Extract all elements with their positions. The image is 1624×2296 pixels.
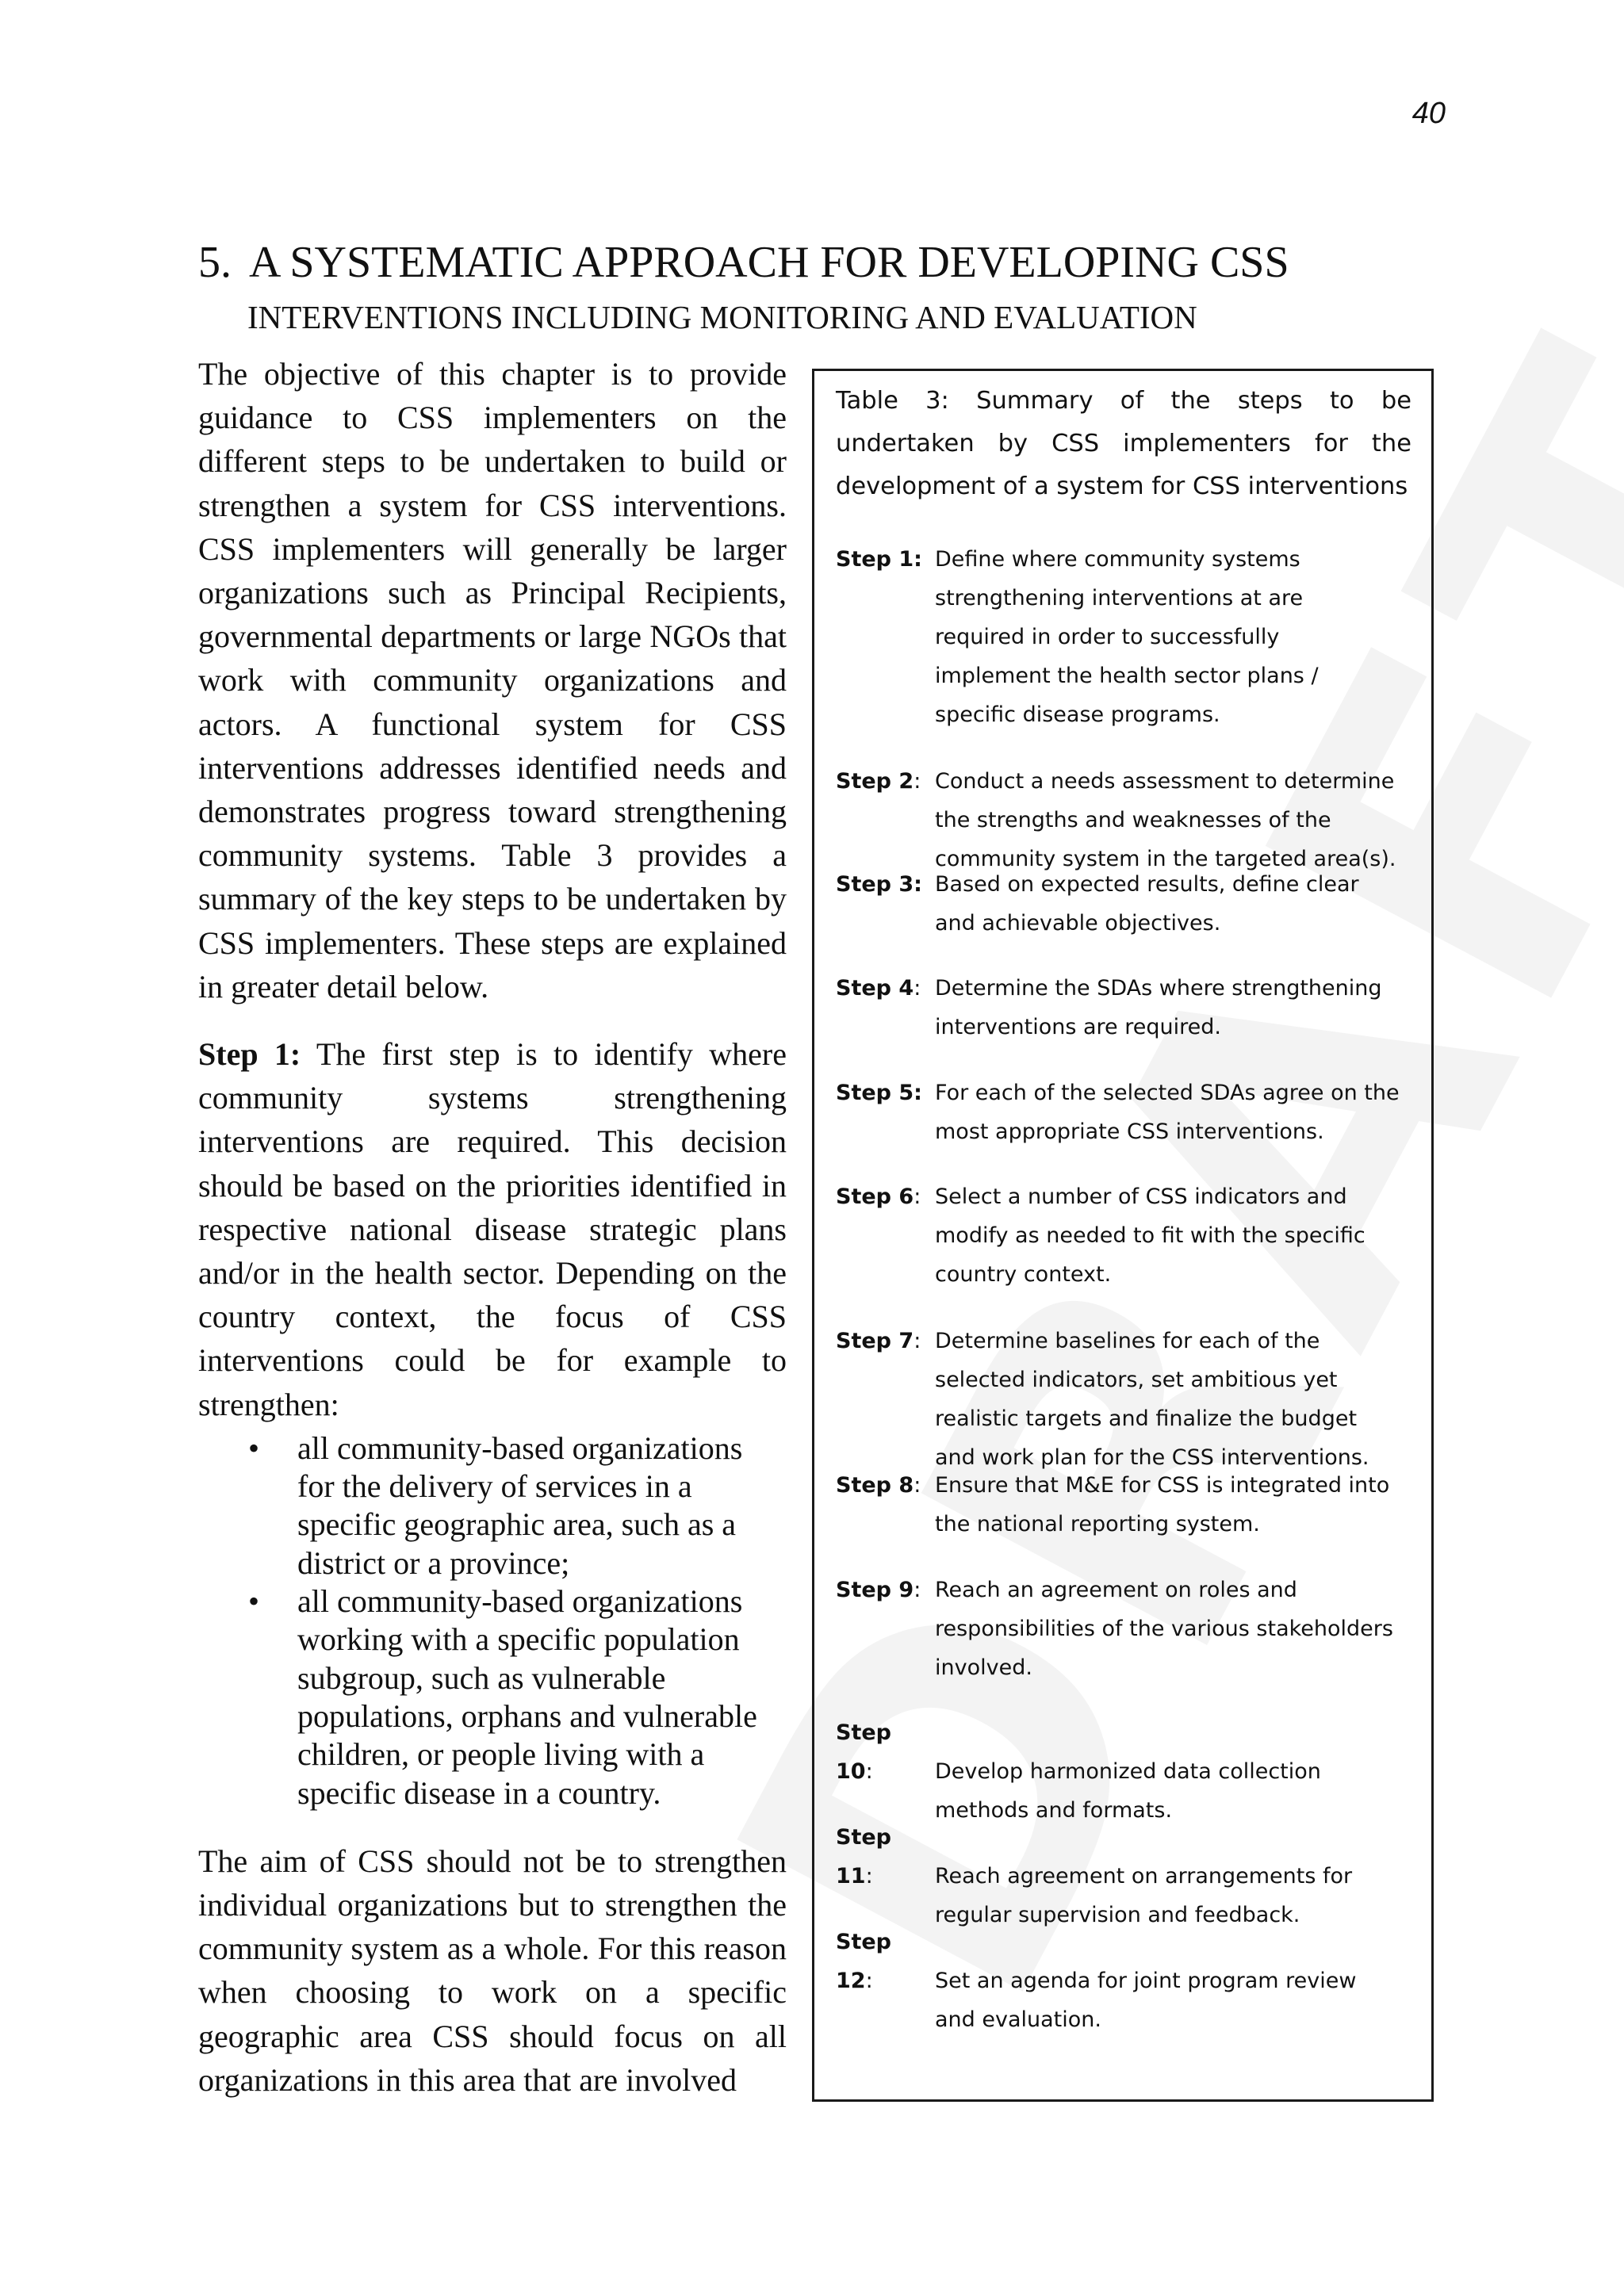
step-first-line (836, 970, 1431, 1008)
step-label: Step 12 (836, 1930, 891, 1993)
step-text: Determine the SDAs where strengthening (935, 976, 1382, 1001)
step-first-line (836, 1714, 1431, 1792)
step-text: Ensure that M&E for CSS is integrated into (935, 1473, 1390, 1498)
step-label: Step 9 (836, 1578, 914, 1602)
step-continuation-line: interventions are required. (935, 1014, 1221, 1039)
table-step-12 (836, 1923, 1431, 2040)
table-step-6 (836, 1178, 1431, 1295)
step-first-line (836, 1074, 1431, 1113)
step-first-line (836, 1571, 1431, 1610)
table-step-7 (836, 1322, 1431, 1478)
closing-paragraph: The aim of CSS should not be to strengthen individual organizations but to strengthen the community system as a whole. For this reason when choosing to work on a specific geographic area CSS should focus on all organizations in this area that are involved (198, 1843, 787, 2098)
intro-paragraph: The objective of this chapter is to provide guidance to CSS implementers on the different steps to be undertaken to build or strengthen a system for CSS interventions. CSS implementers will generally be larger organizations such as Principal Recipients, governmental departments or large NGOs that work with community organizations and actors. A functional system for CSS interventions addresses identified needs and demonstrates progress toward strengthening community systems. Table 3 provides a summary of the key steps to be undertaken by CSS implementers. These steps are explained in greater detail below. (198, 356, 787, 1004)
table-step-4 (836, 970, 1431, 1047)
bullet-icon: • (248, 1429, 260, 1466)
table-step-9 (836, 1571, 1431, 1688)
step-first-line (836, 763, 1431, 802)
step-label: Step 4 (836, 976, 914, 1001)
step-continuation-line: and work plan for the CSS interventions. (935, 1445, 1369, 1470)
step-continuation-line: and achievable objectives. (935, 910, 1221, 936)
step-label-wrap (836, 763, 935, 802)
step-label-wrap (836, 1322, 935, 1361)
summary-table-box (812, 369, 1434, 2102)
table-step-1 (836, 541, 1431, 735)
step-continuation-line: country context. (935, 1261, 1112, 1287)
step-label-wrap (836, 1178, 935, 1217)
step-label-colon: : (914, 769, 921, 794)
table-caption: Table 3: Summary of the steps to be undertaken by CSS implementers for the development of a system for CSS interventions (836, 387, 1411, 500)
step-1-text: The first step is to identify where community systems strengthening interventions are required. This decision should be based on the priorities identified in respective national disease strategic plans and/or in the health sector. Depending on the country context, the focus of CSS interventions could be for example to strengthen: (198, 1036, 787, 1422)
strengthen-focus-list (198, 1429, 787, 1812)
step-continuation-line: regular supervision and feedback. (935, 1902, 1300, 1927)
step-label-colon: : (914, 1184, 921, 1209)
table-step-11 (836, 1819, 1431, 1935)
step-label-wrap (836, 1571, 935, 1610)
chapter-number: 5. (198, 238, 232, 287)
step-text: For each of the selected SDAs agree on the (935, 1081, 1400, 1105)
step-label-wrap (836, 866, 935, 905)
step-label-colon: : (914, 1329, 921, 1353)
step-label-wrap (836, 1074, 935, 1113)
table-step-3 (836, 866, 1431, 943)
step-text: Reach agreement on arrangements for (935, 1863, 1353, 1888)
step-text: Set an agenda for joint program review (935, 1968, 1357, 1993)
step-text: Select a number of CSS indicators and (935, 1184, 1347, 1209)
step-label: Step 7 (836, 1329, 914, 1353)
chapter-title-line-1: A SYSTEMATIC APPROACH FOR DEVELOPING CSS (249, 238, 1289, 287)
step-continuation-line: the national reporting system. (935, 1511, 1260, 1536)
step-label-wrap (836, 1467, 935, 1506)
step-continuation-line: required in order to successfully (935, 624, 1280, 649)
step-label: Step 3: (836, 872, 922, 897)
step-text: Based on expected results, define clear (935, 872, 1359, 897)
step-continuation-line: and evaluation. (935, 2007, 1101, 2032)
table-step-5 (836, 1074, 1431, 1152)
step-continuation-line: community system in the targeted area(s). (935, 846, 1396, 871)
chapter-heading (198, 235, 1435, 344)
step-continuation-line: selected indicators, set ambitious yet (935, 1367, 1338, 1392)
step-text: Develop harmonized data collection (935, 1758, 1321, 1784)
step-1-paragraph (198, 1032, 787, 1426)
step-label-wrap (836, 1923, 935, 2001)
step-text: Determine baselines for each of the (935, 1329, 1320, 1353)
table-step-10 (836, 1714, 1431, 1831)
step-first-line (836, 1322, 1431, 1361)
step-continuation-line: realistic targets and finalize the budget (935, 1406, 1358, 1431)
step-label-colon: : (865, 1968, 873, 1993)
step-continuation-line: specific disease programs. (935, 702, 1220, 727)
page-number: 40 (1411, 97, 1446, 130)
step-first-line (836, 1178, 1431, 1217)
step-label-colon: : (914, 1578, 921, 1602)
step-label-wrap (836, 1714, 935, 1792)
step-text: Reach an agreement on roles and (935, 1578, 1297, 1602)
chapter-heading-line-1 (198, 235, 1435, 290)
step-label-colon: : (914, 1473, 921, 1498)
step-1-label: Step 1: (198, 1036, 301, 1073)
step-label: Step 10 (836, 1720, 891, 1784)
bullet-icon: • (248, 1583, 260, 1620)
step-continuation-line: involved. (935, 1655, 1032, 1680)
step-label: Step 2 (836, 769, 914, 794)
table-step-8 (836, 1467, 1431, 1544)
step-label-colon: : (914, 976, 921, 1001)
step-text: Conduct a needs assessment to determine (935, 769, 1395, 794)
body-text-column (198, 352, 787, 2102)
step-label: Step 1: (836, 547, 922, 572)
step-continuation-line: responsibilities of the various stakeholders (935, 1616, 1393, 1641)
step-continuation-line: methods and formats. (935, 1797, 1173, 1823)
step-label-colon: : (865, 1758, 873, 1784)
step-label-wrap (836, 970, 935, 1008)
step-label: Step 5: (836, 1081, 922, 1105)
step-first-line (836, 1819, 1431, 1896)
list-item: • all community-based organizations working with a specific population subgroup, such as vulnerable populations, orphans and vulnerable children, or people living with a specific disease in a country. (248, 1583, 757, 1811)
step-label-wrap (836, 541, 935, 580)
step-first-line (836, 866, 1431, 905)
step-continuation-line: implement the health sector plans / (935, 663, 1319, 688)
table-step-2 (836, 763, 1431, 879)
step-continuation-line: the strengths and weaknesses of the (935, 807, 1331, 832)
step-continuation-line: most appropriate CSS interventions. (935, 1119, 1324, 1144)
step-label: Step 8 (836, 1473, 914, 1498)
step-first-line (836, 1923, 1431, 2001)
step-label-wrap (836, 1819, 935, 1896)
step-label-colon: : (865, 1863, 873, 1888)
step-label: Step 6 (836, 1184, 914, 1209)
step-continuation-line: modify as needed to fit with the specific (935, 1223, 1365, 1248)
step-continuation-line: strengthening interventions at are (935, 585, 1304, 610)
list-item: • all community-based organizations for the delivery of services in a specific geographic area, such as a district or a province; (248, 1429, 743, 1581)
step-text: Define where community systems (935, 547, 1300, 572)
step-first-line (836, 1467, 1431, 1506)
step-first-line (836, 541, 1431, 580)
chapter-title-line-2: INTERVENTIONS INCLUDING MONITORING AND EVALUATION (247, 299, 1197, 335)
step-label: Step 11 (836, 1825, 891, 1888)
